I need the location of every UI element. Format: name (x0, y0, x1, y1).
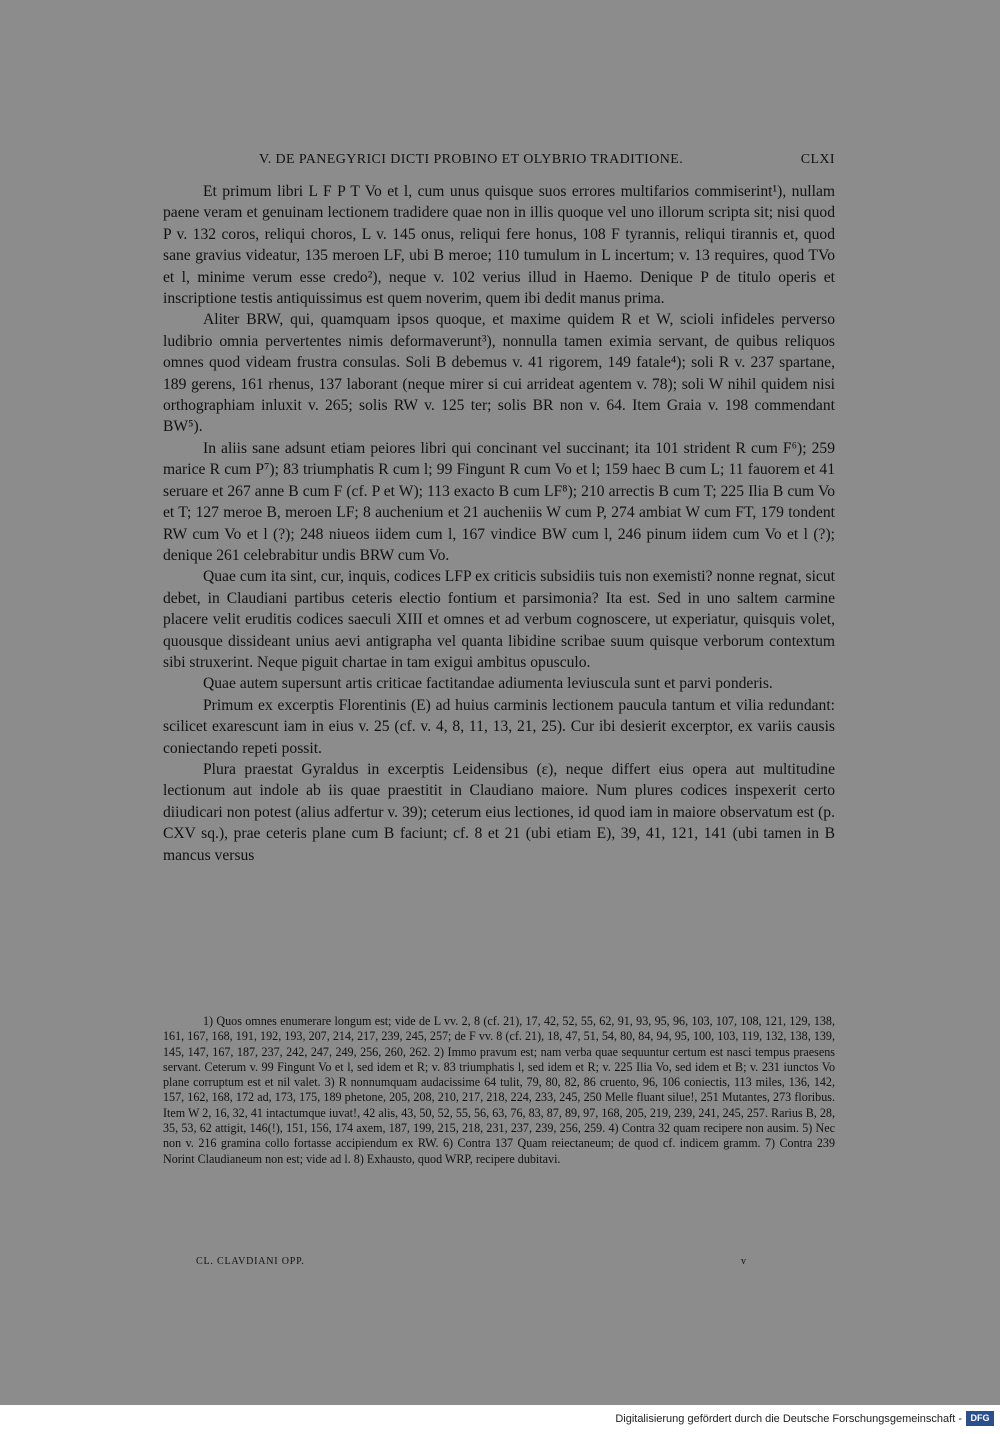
paragraph: Aliter BRW, qui, quamquam ipsos quoque, et maxime quidem R et W, scioli infideles perverso ludibrio omnia pervertentes nimis deformaverunt³), nonnulla tamen eximia servant, de quibus reliquos omnes quod videam frustra consulas. Soli B debemus v. 41 rigorem, 149 fatale⁴); soli R v. 237 spartane, 189 gerens, 161 rhenus, 137 laborant (neque mirer si cui arrideat agentem v. 78); soli W nihil quidem nisi orthographiam inluxit v. 265; solis RW v. 125 ter; solis BR non v. 64. Item Graia v. 198 commendant BW⁵). (163, 311, 835, 436)
dfg-logo[interactable]: DFG (966, 1411, 994, 1426)
paragraph: Et primum libri L F P T Vo et l, cum unus quisque suos errores multifarios commiserint¹), nullam paene veram et genuinam lectionem tradidere quae non in illis quoque vel uno illorum scripta sit; nisi quod P v. 132 coros, reliqui choros, L v. 145 onus, reliqui fere honus, 108 F tyrannis, reliqui tirannis et, quod sane gravius videatur, 135 meroen LF, ubi B meroe; 110 tumulum in L incertum; v. 13 requires, quod TVo et l, minime verum esse credo²), neque v. 102 verius illud in Haemo. Denique P de titulo operis et inscriptione testis antiquissimus est quem noverim, quem ibi dedit manus prima. (163, 183, 835, 308)
footnote-text: 1) Quos omnes enumerare longum est; vide de L vv. 2, 8 (cf. 21), 17, 42, 52, 55, 62, 91, 93, 95, 96, 103, 107, 108, 121, 129, 138, 161, 167, 168, 191, 192, 193, 207, 214, 217, 239, 245, 257; de F vv. 8 (cf. 21), 18, 47, 51, 54, 80, 84, 94, 95, 100, 103, 119, 132, 138, 139, 145, 147, 167, 187, 237, 242, 247, 249, 256, 260, 262. 2) Immo pravum est; nam verba quae sequuntur certum est nasci tempus praesens servant. Ceterum v. 99 Fingunt Vo et l, sed idem et R; v. 83 triumphatis l, sed idem et R; v. 225 Ilia Vo, sed idem et B; v. 231 iunctos Vo plane corruptum est et nil valet. 3) R nonnumquam audacissime 64 tulit, 79, 80, 82, 86 cruento, 96, 106 coniectis, 113 miles, 136, 142, 157, 162, 168, 172 ad, 173, 175, 189 phetone, 205, 208, 210, 217, 218, 224, 233, 245, 250 Melle fluant silue!, 251 Mutantes, 273 floribus. Item W 2, 16, 32, 41 intactumque iuvat!, 42 alis, 43, 50, 52, 55, 56, 63, 76, 83, 87, 89, 97, 168, 205, 219, 239, 241, 245, 257. Rarius B, 28, 35, 53, 62 attigit, 146(!), 151, 156, 174 axem, 187, 199, 215, 218, 231, 237, 239, 256, 259. 4) Contra 32 quam recipere non ausim. 5) Nec non v. 216 gramina collo fortasse accipiendum ex RW. 6) Contra 137 Quam reiectaneum; de quod cf. indicem gramm. 7) Contra 239 Norint Claudianeum non est; vide ad l. 8) Exhausto, quod WRP, recipere dubitavi. (163, 1014, 835, 1166)
page-number: CLXI (800, 152, 835, 167)
paragraph: In aliis sane adsunt etiam peiores libri qui concinant vel succinant; ita 101 strident R cum F⁶); 259 marice R cum P⁷); 83 triumphatis R cum l; 99 Fingunt R cum Vo et l; 159 haec B cum L; 11 fauorem et 41 seruare et 267 anne B cum F (cf. P et W); 113 exacto B cum LF⁸); 210 arrectis B cum T; 225 Ilia B cum Vo et T; 127 meroe B, meroen LF; 8 auchenium et 21 aucheniis W cum P, 274 ambiat W cum FT, 179 tondent RW cum Vo et l (?); 248 niueos iidem cum l, 167 vindice BW cum l, 246 pinum iidem cum Vo et l (?); denique 261 celebrabitur undis BRW cum Vo. (163, 439, 835, 564)
paragraph: Quae cum ita sint, cur, inquis, codices LFP ex criticis subsidiis tuis non exemisti? nonne regnat, sicut debet, in Claudiani partibus ceteris electio fontium et parsimonia? Ita est. Sed in uno saltem carmine placere velit eruditis codices saeculi XIII et omnes et ad verbum cognoscere, ut experiatur, quisquis volet, quousque dissideant unius aevi antigrapha vel quanta libidine scribae suum quisque verborum contextum sibi struxerint. Neque piguit chartae in tam exigui ambitus opusculo. (163, 568, 835, 671)
paragraph: Primum ex excerptis Florentinis (E) ad huius carminis lectionem paucula tantum et vilia redundant: scilicet exarescunt iam in eius v. 25 (cf. v. 4, 8, 11, 13, 21, 25). Cur ibi desierit excerptor, ex variis causis coniectando repeti possit. (163, 696, 835, 757)
running-title: V. DE PANEGYRICI DICTI PROBINO ET OLYBRIO TRADITIONE. (259, 152, 684, 167)
main-text (163, 181, 835, 866)
signature-mark: CL. CLAVDIANI OPP. (196, 1256, 305, 1267)
signature-number: v (741, 1256, 747, 1267)
footnotes (163, 1014, 835, 1167)
paragraph: Quae autem supersunt artis criticae factitandae adiumenta leviuscula sunt et parvi ponderis. (203, 675, 773, 693)
credit-bar (0, 1405, 1000, 1434)
paragraph: Plura praestat Gyraldus in excerptis Leidensibus (ε), neque differt eius opera aut multitudine lectionum aut indole ab iis quae praestitit in Claudiano maiore. Num plures codices inspexerit certo diiudicari non potest (alius adfertur v. 39); ceterum eius lectiones, id quod iam in maiore observatum est (p. CXV sq.), prae ceteris plane cum B faciunt; cf. 8 et 21 (ubi etiam E), 39, 41, 121, 141 (ubi tamen in B mancus versus (163, 760, 835, 864)
credit-text[interactable]: Digitalisierung gefördert durch die Deutsche Forschungsgemeinschaft - (615, 1413, 962, 1425)
